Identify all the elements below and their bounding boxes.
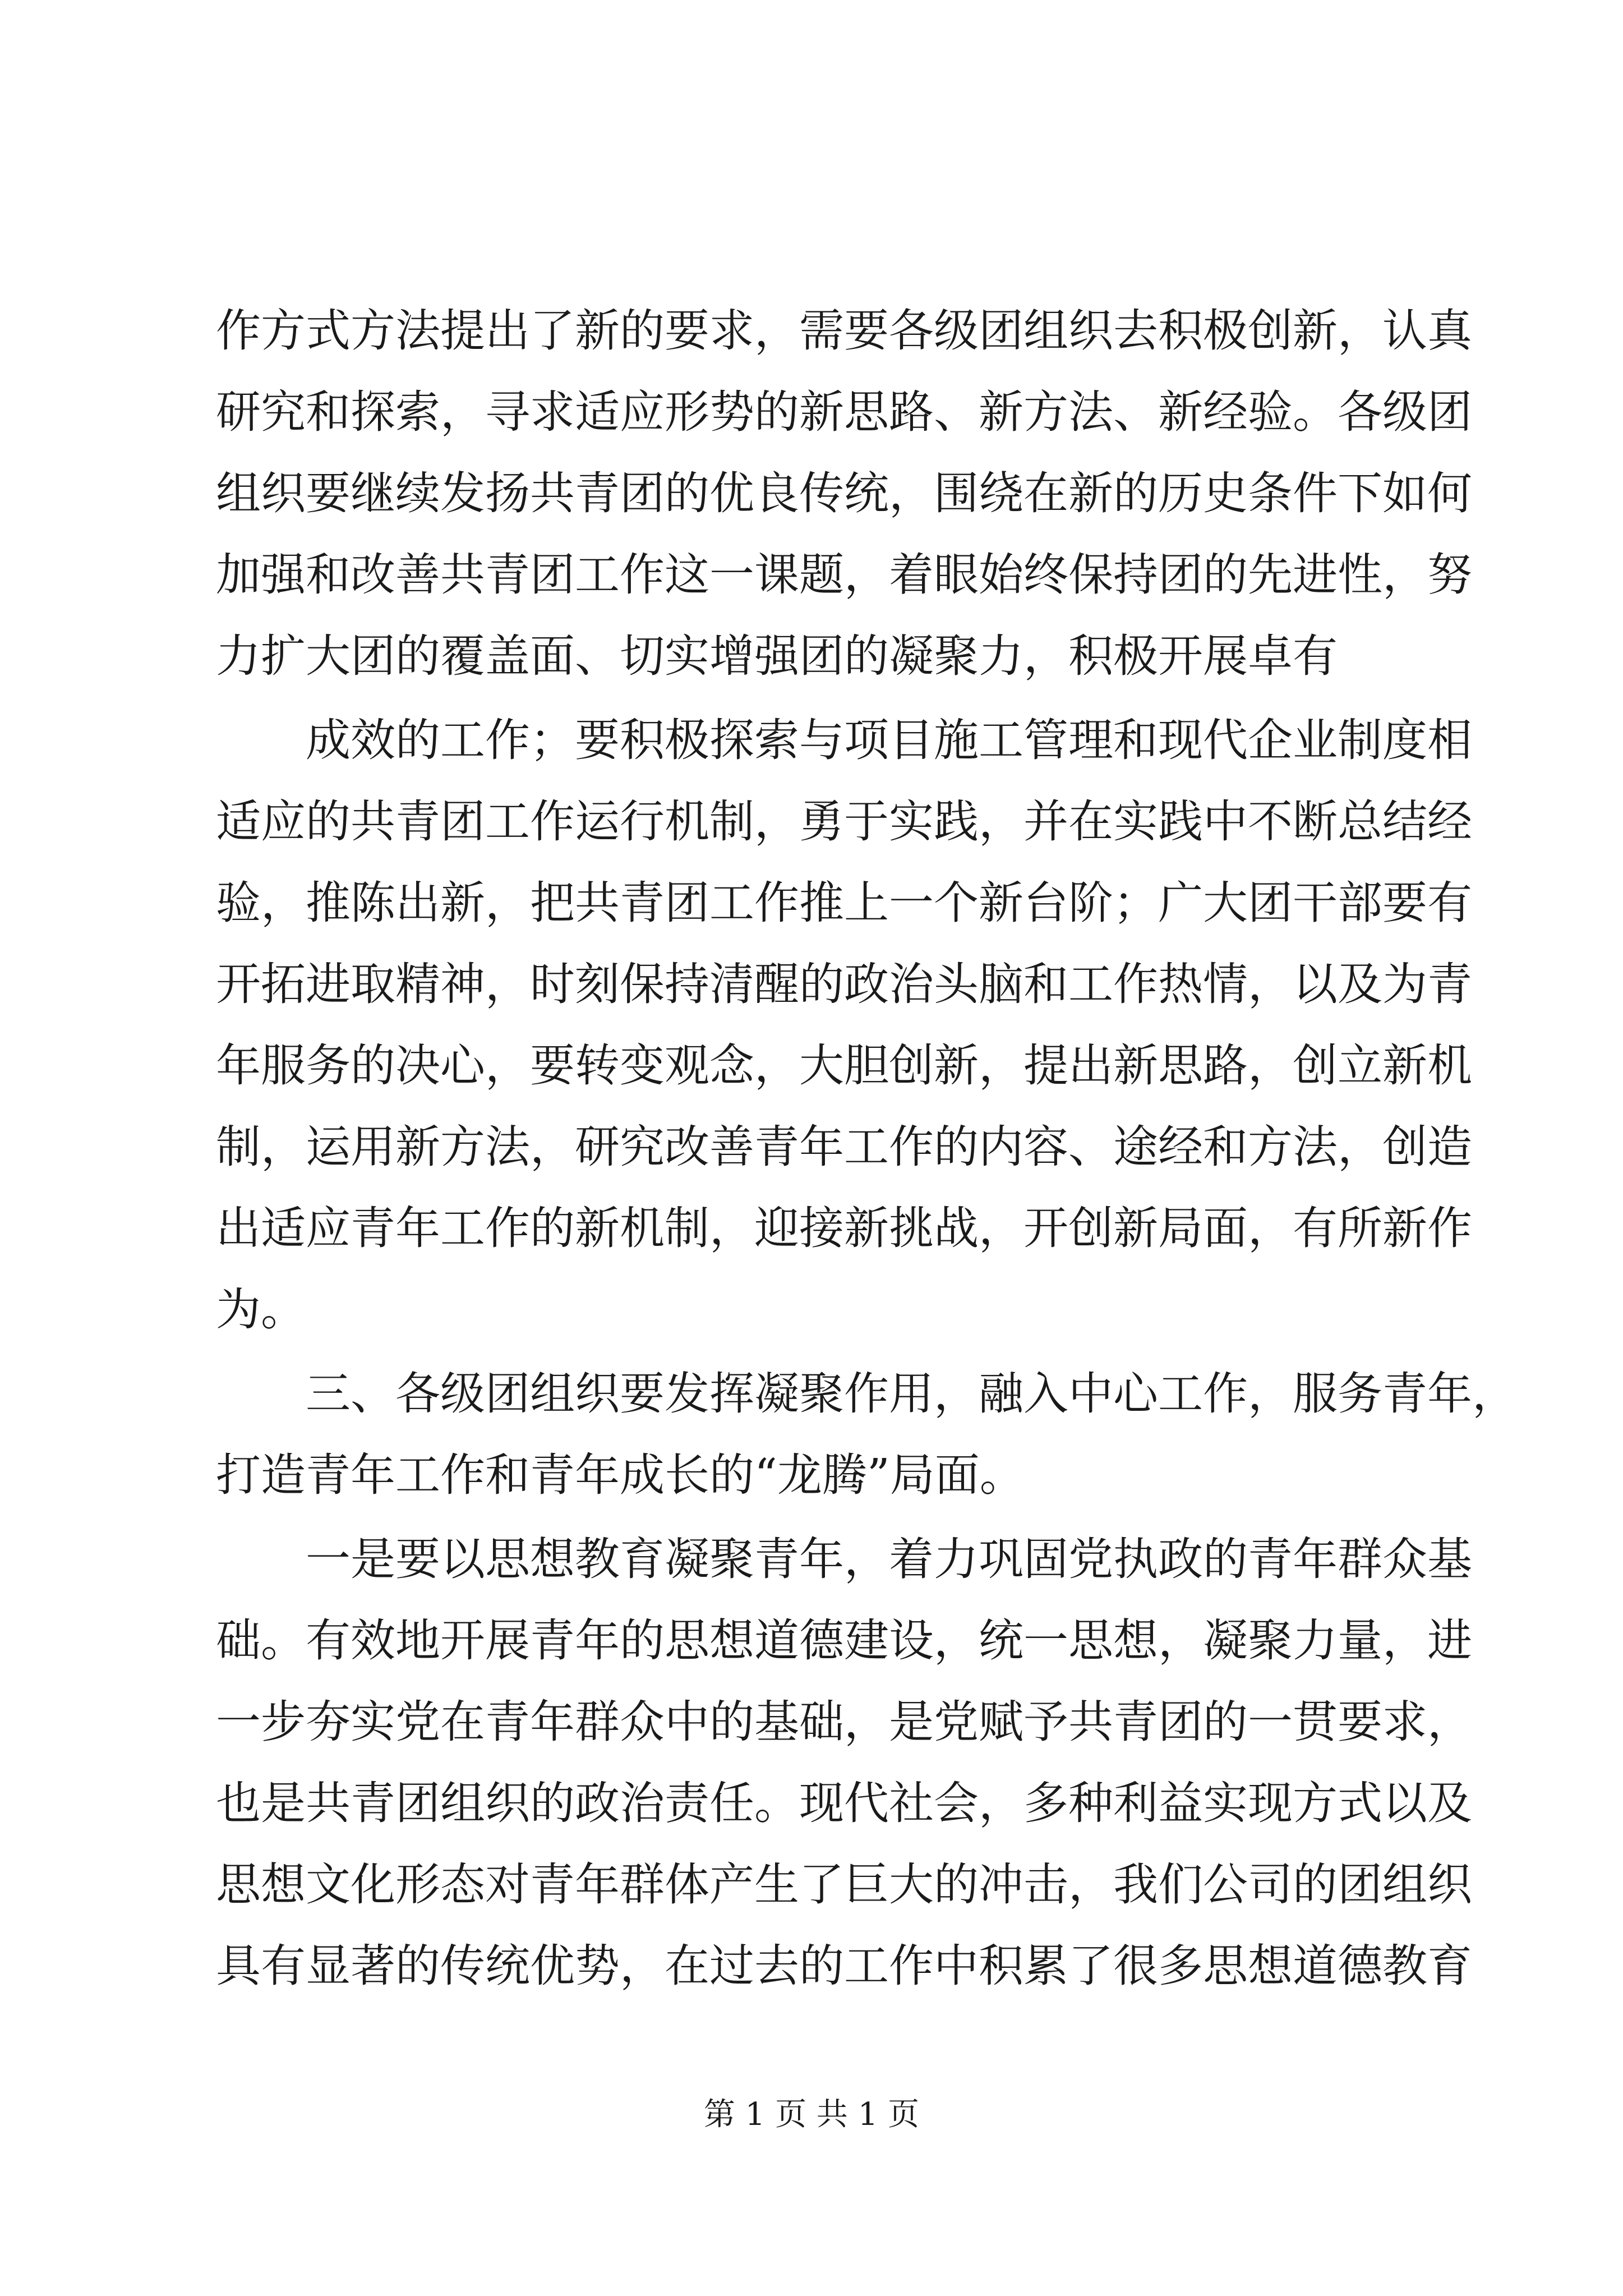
text-line: 础。有效地开展青年的思想道德建设，统一思想，凝聚力量，进 (216, 1614, 1472, 1667)
text-line: 成效的工作；要积极探索与项目施工管理和现代企业制度相 (306, 714, 1472, 766)
text-line: 具有显著的传统优势，在过去的工作中积累了很多思想道德教育 (216, 1940, 1472, 1992)
text-line: 力扩大团的覆盖面、切实增强团的凝聚力，积极开展卓有 (216, 630, 1338, 682)
text-line: 作方式方法提出了新的要求，需要各级团组织去积极创新，认真 (216, 305, 1472, 357)
text-line: 开拓进取精神，时刻保持清醒的政治头脑和工作热情，以及为青 (216, 958, 1472, 1010)
text-line: 三、各级团组织要发挥凝聚作用，融入中心工作，服务青年， (306, 1368, 1517, 1420)
text-line: 也是共青团组织的政治责任。现代社会，多种利益实现方式以及 (216, 1777, 1472, 1829)
text-line: 组织要继续发扬共青团的优良传统，围绕在新的历史条件下如何 (216, 467, 1472, 519)
text-line: 适应的共青团工作运行机制，勇于实践，并在实践中不断总结经 (216, 795, 1472, 848)
text-line: 为。 (216, 1283, 306, 1336)
page-footer: 第 1 页 共 1 页 (703, 2096, 920, 2133)
text-line: 年服务的决心，要转变观念，大胆创新，提出新思路，创立新机 (216, 1039, 1472, 1092)
text-line: 加强和改善共青团工作这一课题，着眼始终保持团的先进性，努 (216, 549, 1472, 601)
text-line: 一步夯实党在青年群众中的基础，是党赋予共青团的一贯要求， (216, 1696, 1472, 1748)
text-line: 一是要以思想教育凝聚青年，着力巩固党执政的青年群众基 (306, 1533, 1472, 1585)
text-line: 制，运用新方法，研究改善青年工作的内容、途经和方法，创造 (216, 1121, 1472, 1173)
text-line: 出适应青年工作的新机制，迎接新挑战，开创新局面，有所新作 (216, 1202, 1472, 1254)
text-line: 打造青年工作和青年成长的“龙腾”局面。 (216, 1449, 1025, 1501)
text-line: 思想文化形态对青年群体产生了巨大的冲击，我们公司的团组织 (216, 1858, 1472, 1911)
text-line: 验，推陈出新，把共青团工作推上一个新台阶；广大团干部要有 (216, 877, 1472, 929)
text-line: 研究和探索，寻求适应形势的新思路、新方法、新经验。各级团 (216, 386, 1472, 438)
